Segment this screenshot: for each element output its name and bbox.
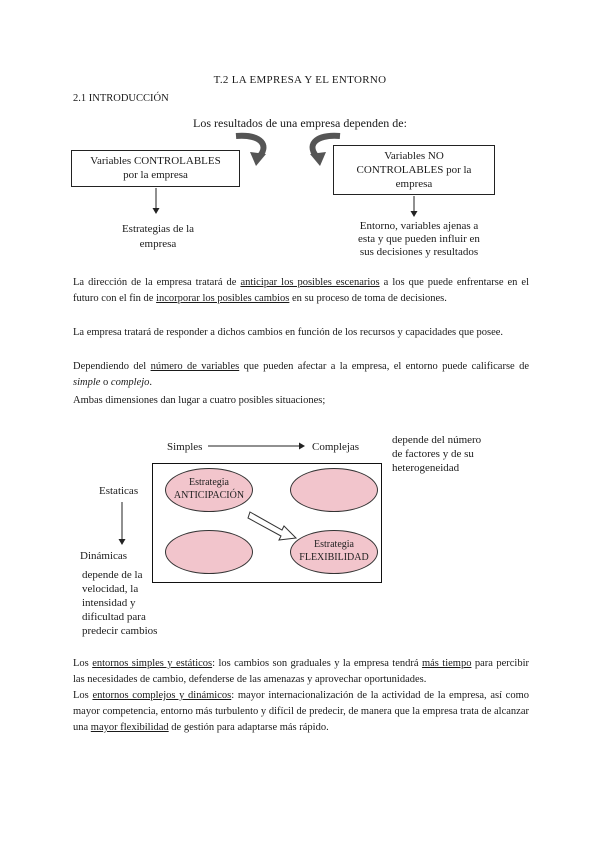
box-left-line2: por la empresa bbox=[123, 169, 188, 181]
anticipation-line1: Estrategia bbox=[189, 477, 229, 488]
text-run: o bbox=[100, 377, 111, 388]
text-run: : los cambios son graduales y la empresa tendrá bbox=[212, 658, 422, 669]
underlined-term: entornos complejos y dinámicos bbox=[92, 690, 232, 701]
anticipation-line2: ANTICIPACIÓN bbox=[173, 490, 245, 501]
complexity-note-line1: depende del número bbox=[392, 434, 482, 446]
text-run: : mayor internacionalización de la actividad de la empresa, así como mayor competencia, entorno más turbulento y difícil de predecir, de manera que la empresa trata de alcanzar una bbox=[73, 690, 530, 733]
text-run: La dirección de la empresa tratará de bbox=[73, 277, 241, 288]
text-run: Los bbox=[73, 658, 93, 669]
label-complejas: Complejas bbox=[312, 441, 360, 453]
paragraph-variables bbox=[73, 359, 529, 391]
paragraph-dimensions: Ambas dimensiones dan lugar a cuatro posibles situaciones; bbox=[73, 395, 326, 406]
complexity-note-line3: heterogeneidad bbox=[392, 462, 460, 474]
label-simples: Simples bbox=[167, 441, 203, 453]
dynamics-note-line5: predecir cambios bbox=[82, 625, 158, 637]
underlined-term: más tiempo bbox=[421, 658, 472, 669]
caption-right-line3: sus decisiones y resultados bbox=[359, 246, 479, 258]
text-run: Los bbox=[73, 690, 93, 701]
underlined-term: entornos simples y estáticos bbox=[92, 658, 213, 669]
dynamics-note-line2: velocidad, la bbox=[82, 583, 139, 595]
box-left-line1: Variables CONTROLABLES bbox=[90, 155, 221, 167]
text-run: que pueden afectar a la empresa, el entorno puede calificarse de bbox=[239, 361, 529, 372]
text-run: para percibir las necesidades de cambio, defenderse de las amenazas y aprovechar oportunidades. bbox=[73, 658, 530, 685]
box-right-line2: CONTROLABLES por la bbox=[356, 164, 472, 176]
underlined-term: anticipar los posibles escenarios bbox=[240, 277, 380, 288]
italic-term: simple bbox=[73, 377, 101, 388]
text-run: . bbox=[149, 377, 153, 388]
flexibility-line1: Estrategia bbox=[314, 539, 354, 550]
underlined-term: mayor flexibilidad bbox=[90, 722, 169, 733]
dynamics-note-line3: intensidad y bbox=[82, 597, 136, 609]
curved-arrow-right-tip-icon bbox=[310, 152, 326, 166]
flexibility-strategy-ellipse bbox=[290, 530, 378, 574]
paragraph-complex-dynamic bbox=[73, 688, 529, 736]
dynamics-note-line1: depende de la bbox=[82, 569, 143, 581]
dynamics-note-line4: dificultad para bbox=[82, 611, 146, 623]
complexity-note-line2: de factores y de su bbox=[392, 448, 474, 460]
document-title: T.2 LA EMPRESA Y EL ENTORNO bbox=[213, 74, 387, 86]
empty-ellipse-top-right bbox=[290, 468, 378, 512]
text-run: de gestión para adaptarse más rápido. bbox=[168, 722, 329, 733]
section-heading: 2.1 INTRODUCCIÓN bbox=[73, 93, 169, 104]
italic-term: complejo bbox=[110, 377, 150, 388]
caption-right-line1: Entorno, variables ajenas a bbox=[359, 220, 479, 232]
paragraph-anticipation bbox=[73, 275, 529, 307]
caption-right-line2: esta y que pueden influir en bbox=[358, 233, 480, 245]
text-run: en su proceso de toma de decisiones. bbox=[289, 293, 447, 304]
label-estaticas: Estaticas bbox=[99, 485, 139, 497]
box-right-line3: empresa bbox=[395, 178, 433, 190]
underlined-term: incorporar los posibles cambios bbox=[156, 293, 290, 304]
caption-left-line1: Estrategias de la bbox=[121, 223, 195, 235]
paragraph-resources: La empresa tratará de responder a dichos cambios en función de los recursos y capacidades que posee. bbox=[73, 327, 504, 338]
box-right-line1: Variables NO bbox=[384, 150, 444, 162]
underlined-term: número de variables bbox=[150, 361, 240, 372]
complexity-note bbox=[392, 433, 532, 475]
paragraph-simple-static bbox=[73, 656, 529, 688]
anticipation-strategy-ellipse bbox=[165, 468, 253, 512]
text-run: a los que puede enfrentarse en el futuro con el fin de bbox=[73, 277, 529, 304]
empty-ellipse-bottom-left bbox=[165, 530, 253, 574]
label-dinamicas: Dinámicas bbox=[80, 550, 128, 562]
diagram-lead-text: Los resultados de una empresa dependen de: bbox=[193, 116, 407, 130]
text-run: Dependiendo del bbox=[73, 361, 151, 372]
caption-left-line2: empresa bbox=[139, 238, 177, 250]
flexibility-line2: FLEXIBILIDAD bbox=[299, 552, 369, 563]
curved-arrow-left-tip-icon bbox=[250, 152, 266, 166]
